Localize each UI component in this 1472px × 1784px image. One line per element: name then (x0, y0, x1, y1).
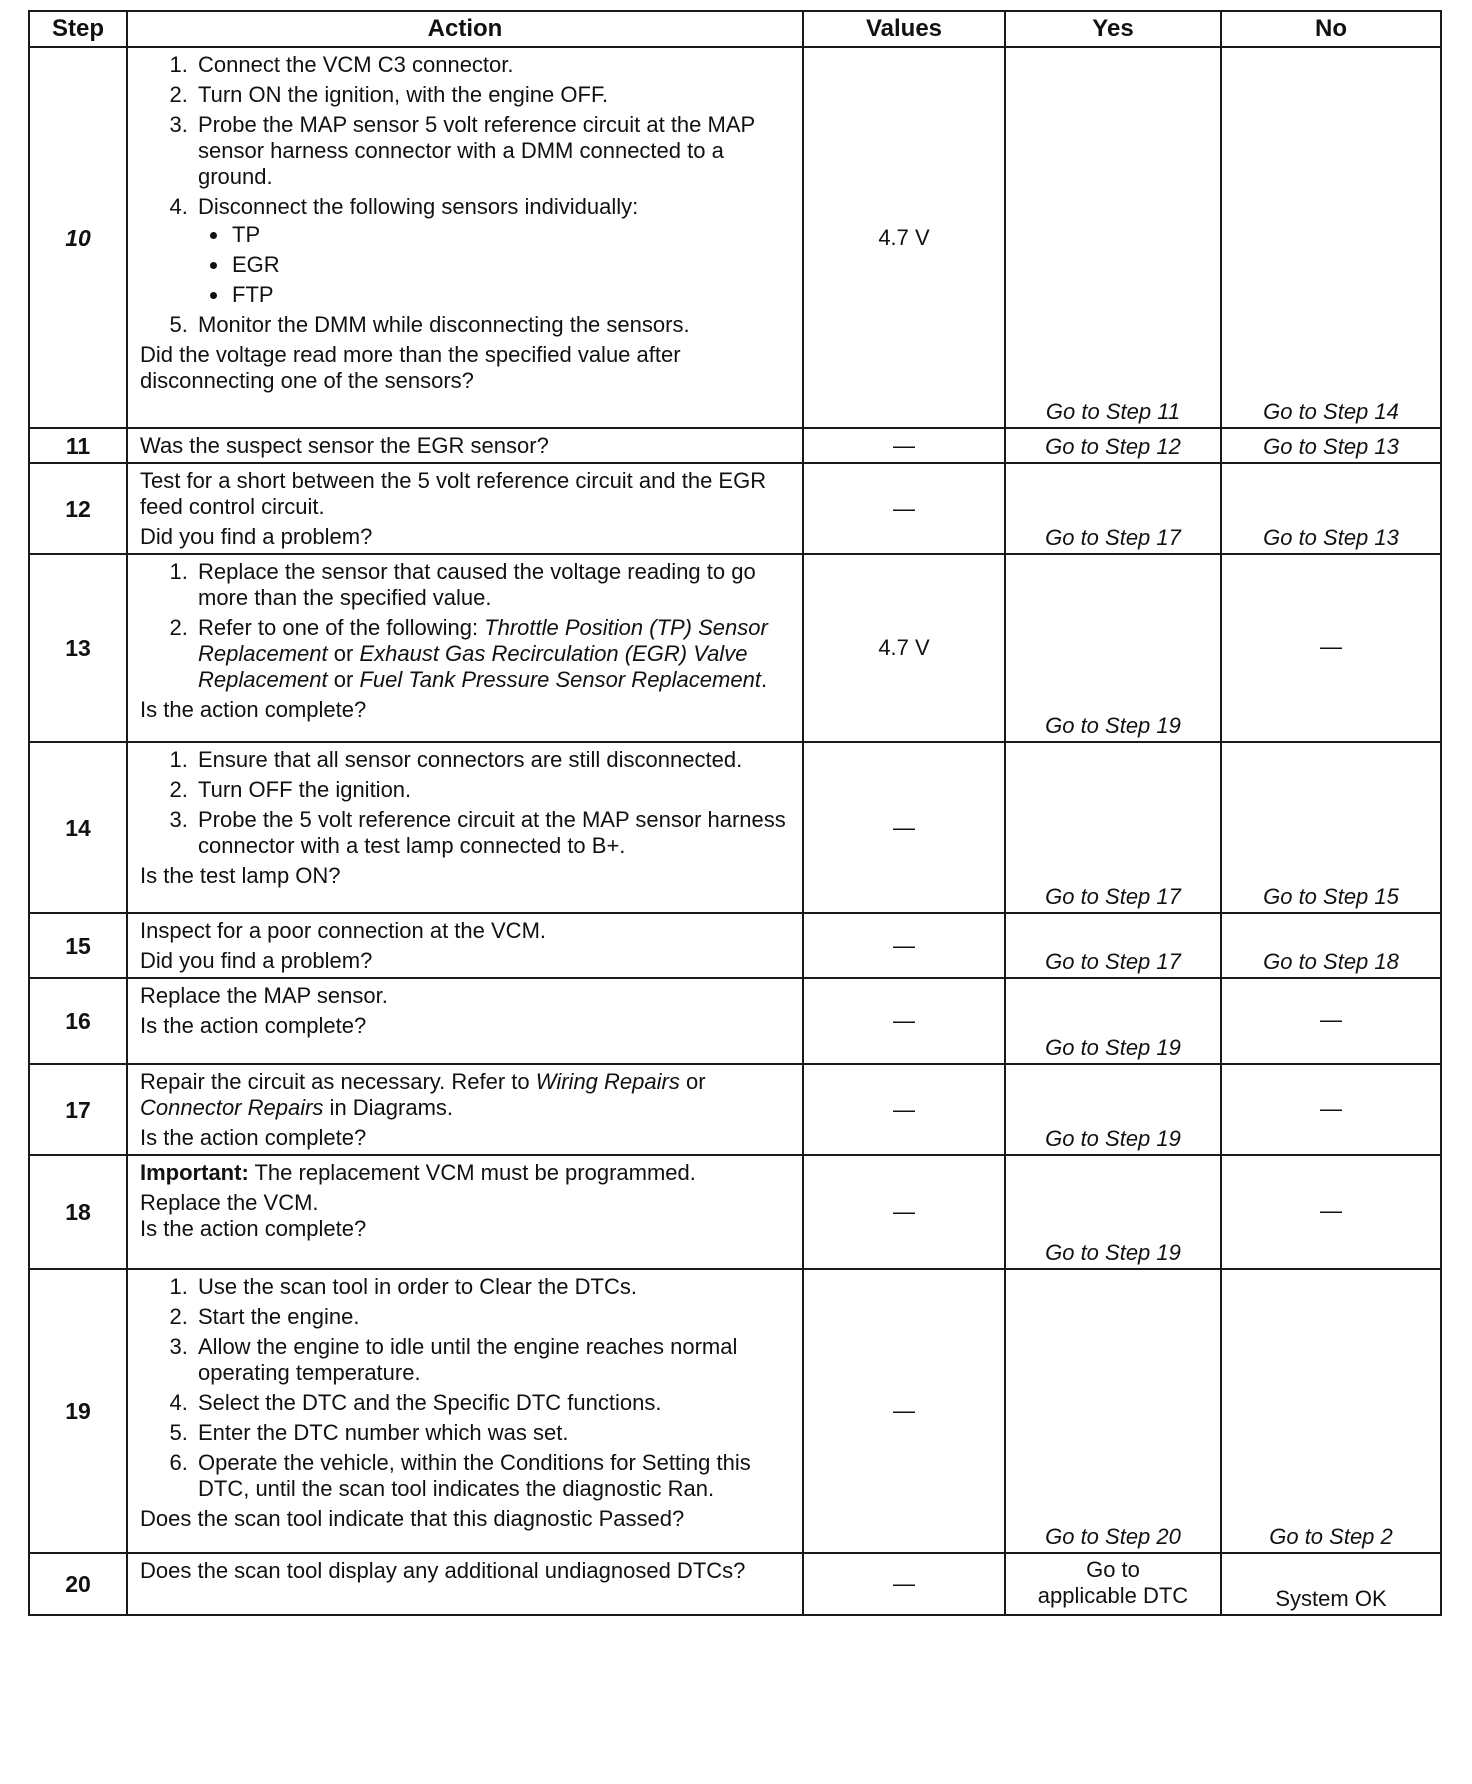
action-question: Does the scan tool display any additional undiagnosed DTCs? (140, 1558, 746, 1583)
table-row-step-18 (29, 1155, 1441, 1269)
step-number: 20 (29, 1553, 127, 1615)
step-number: 14 (29, 742, 127, 913)
conjunction: or (679, 1069, 706, 1094)
table-row-step-13 (29, 554, 1441, 742)
yes-cell: Go to Step 19 (1005, 554, 1221, 742)
reference-egr-valve: Exhaust Gas Recirculation (EGR) Valve Replacement (198, 641, 748, 692)
action-question: Does the scan tool indicate that this diagnostic Passed? (140, 1506, 685, 1531)
action-text-suffix: in Diagrams. (323, 1095, 454, 1120)
action-cell (127, 1155, 803, 1269)
sensor-item: • TP (230, 222, 792, 248)
table-row-step-10 (29, 47, 1441, 428)
table-row-step-12 (29, 463, 1441, 554)
action-cell (127, 742, 803, 913)
table-row-step-15 (29, 913, 1441, 978)
action-text: Inspect for a poor connection at the VCM. (140, 918, 547, 943)
sensor-item: • EGR (230, 252, 792, 278)
important-note (140, 1160, 792, 1186)
value-cell: — (803, 742, 1005, 913)
yes-cell: Go to Step 17 (1005, 463, 1221, 554)
action-text-prefix: Repair the circuit as necessary. Refer to (140, 1069, 536, 1094)
action-step: 6. Operate the vehicle, within the Conditions for Setting this DTC, until the scan tool indicates the diagnostic Ran. (194, 1450, 792, 1502)
action-question: Did you find a problem? (140, 524, 373, 549)
action-step: 2. Turn OFF the ignition. (194, 777, 792, 803)
header-values: Values (803, 11, 1005, 47)
action-question: Was the suspect sensor the EGR sensor? (140, 433, 549, 458)
no-cell: — (1221, 1064, 1441, 1155)
conjunction: or (327, 641, 360, 666)
yes-cell: Go to Step 11 (1005, 47, 1221, 428)
action-step: 3. Allow the engine to idle until the engine reaches normal operating temperature. (194, 1334, 792, 1386)
important-text: The replacement VCM must be programmed. (248, 1160, 696, 1185)
important-label: Important: (140, 1160, 249, 1185)
action-step: 1. Ensure that all sensor connectors are still disconnected. (194, 747, 792, 773)
table-row-step-19 (29, 1269, 1441, 1553)
action-cell (127, 428, 803, 463)
action-question: Did the voltage read more than the specified value after disconnecting one of the sensors? (140, 342, 681, 393)
action-step-text: Refer to one of the following: (198, 615, 485, 640)
value-cell: — (803, 1553, 1005, 1615)
action-step: 3. Probe the 5 volt reference circuit at the MAP sensor harness connector with a test lamp connected to B+. (194, 807, 792, 859)
header-no: No (1221, 11, 1441, 47)
action-cell (127, 47, 803, 428)
action-question: Did you find a problem? (140, 948, 373, 973)
yes-cell: Go to Step 20 (1005, 1269, 1221, 1553)
diagnostic-table-sheet (28, 10, 1440, 1616)
no-cell: — (1221, 1155, 1441, 1269)
table-row-step-20 (29, 1553, 1441, 1615)
action-step: 1. Replace the sensor that caused the voltage reading to go more than the specified value. (194, 559, 792, 611)
conjunction: or (327, 667, 360, 692)
table-row-step-14 (29, 742, 1441, 913)
yes-line: Go to (1086, 1557, 1140, 1582)
action-step: 5. Monitor the DMM while disconnecting the sensors. (194, 312, 792, 338)
value-cell: 4.7 V (803, 47, 1005, 428)
action-step: 4. Select the DTC and the Specific DTC functions. (194, 1390, 792, 1416)
action-cell (127, 1064, 803, 1155)
action-step: 3. Probe the MAP sensor 5 volt reference circuit at the MAP sensor harness connector with a DMM connected to a ground. (194, 112, 792, 190)
no-cell: Go to Step 14 (1221, 47, 1441, 428)
step-number: 12 (29, 463, 127, 554)
action-step: 1. Use the scan tool in order to Clear the DTCs. (194, 1274, 792, 1300)
sensor-list (198, 222, 792, 308)
table-row-step-17 (29, 1064, 1441, 1155)
action-step: 2. Start the engine. (194, 1304, 792, 1330)
step-number: 18 (29, 1155, 127, 1269)
reference-tp-sensor: Throttle Position (TP) Sensor Replacement (198, 615, 768, 666)
value-cell: — (803, 1269, 1005, 1553)
value-cell: — (803, 1064, 1005, 1155)
value-cell: — (803, 913, 1005, 978)
yes-cell: Go to Step 19 (1005, 1155, 1221, 1269)
action-question: Is the action complete? (140, 697, 367, 722)
reference-connector-repairs: Connector Repairs (140, 1095, 324, 1120)
action-steps (140, 559, 792, 693)
period: . (760, 667, 768, 692)
value-cell: — (803, 1155, 1005, 1269)
reference-wiring-repairs: Wiring Repairs (535, 1069, 680, 1094)
value-cell: — (803, 978, 1005, 1064)
action-step-text: Disconnect the following sensors individually: (198, 194, 639, 219)
action-cell (127, 463, 803, 554)
action-text (140, 1069, 792, 1121)
sensor-item: • FTP (230, 282, 792, 308)
action-text: Test for a short between the 5 volt reference circuit and the EGR feed control circuit. (140, 468, 767, 519)
diagnostic-table (28, 10, 1442, 1616)
action-step (194, 615, 792, 693)
step-number: 10 (29, 47, 127, 428)
yes-cell: Go to Step 12 (1005, 428, 1221, 463)
action-text: Replace the VCM. (140, 1190, 319, 1215)
action-text: Replace the MAP sensor. (140, 983, 388, 1008)
no-cell: — (1221, 554, 1441, 742)
table-row-step-16 (29, 978, 1441, 1064)
yes-cell (1005, 1553, 1221, 1615)
no-cell: Go to Step 18 (1221, 913, 1441, 978)
value-cell: — (803, 428, 1005, 463)
action-cell (127, 1269, 803, 1553)
reference-fuel-tank-sensor: Fuel Tank Pressure Sensor Replacement (359, 667, 761, 692)
action-question: Is the action complete? (140, 1125, 367, 1150)
action-steps (140, 52, 792, 338)
no-cell: Go to Step 15 (1221, 742, 1441, 913)
step-number: 11 (29, 428, 127, 463)
yes-cell: Go to Step 17 (1005, 913, 1221, 978)
table-row-step-11 (29, 428, 1441, 463)
step-number: 16 (29, 978, 127, 1064)
action-step: 2. Turn ON the ignition, with the engine OFF. (194, 82, 792, 108)
header-yes: Yes (1005, 11, 1221, 47)
action-step: 1. Connect the VCM C3 connector. (194, 52, 792, 78)
action-cell (127, 913, 803, 978)
action-step (194, 194, 792, 308)
yes-cell: Go to Step 19 (1005, 978, 1221, 1064)
step-number: 13 (29, 554, 127, 742)
step-number: 15 (29, 913, 127, 978)
value-cell: 4.7 V (803, 554, 1005, 742)
value-cell: — (803, 463, 1005, 554)
no-cell: System OK (1221, 1553, 1441, 1615)
action-cell (127, 978, 803, 1064)
no-cell: Go to Step 2 (1221, 1269, 1441, 1553)
yes-cell: Go to Step 19 (1005, 1064, 1221, 1155)
header-action: Action (127, 11, 803, 47)
step-number: 17 (29, 1064, 127, 1155)
yes-cell: Go to Step 17 (1005, 742, 1221, 913)
header-row (29, 11, 1441, 47)
no-cell: Go to Step 13 (1221, 463, 1441, 554)
action-question: Is the test lamp ON? (140, 863, 341, 888)
step-number: 19 (29, 1269, 127, 1553)
action-cell (127, 554, 803, 742)
no-cell: Go to Step 13 (1221, 428, 1441, 463)
action-question: Is the action complete? (140, 1216, 367, 1241)
header-step: Step (29, 11, 127, 47)
action-steps (140, 1274, 792, 1502)
action-step: 5. Enter the DTC number which was set. (194, 1420, 792, 1446)
action-cell (127, 1553, 803, 1615)
yes-line: applicable DTC (1037, 1583, 1189, 1608)
no-cell: — (1221, 978, 1441, 1064)
action-steps (140, 747, 792, 859)
action-question: Is the action complete? (140, 1013, 367, 1038)
